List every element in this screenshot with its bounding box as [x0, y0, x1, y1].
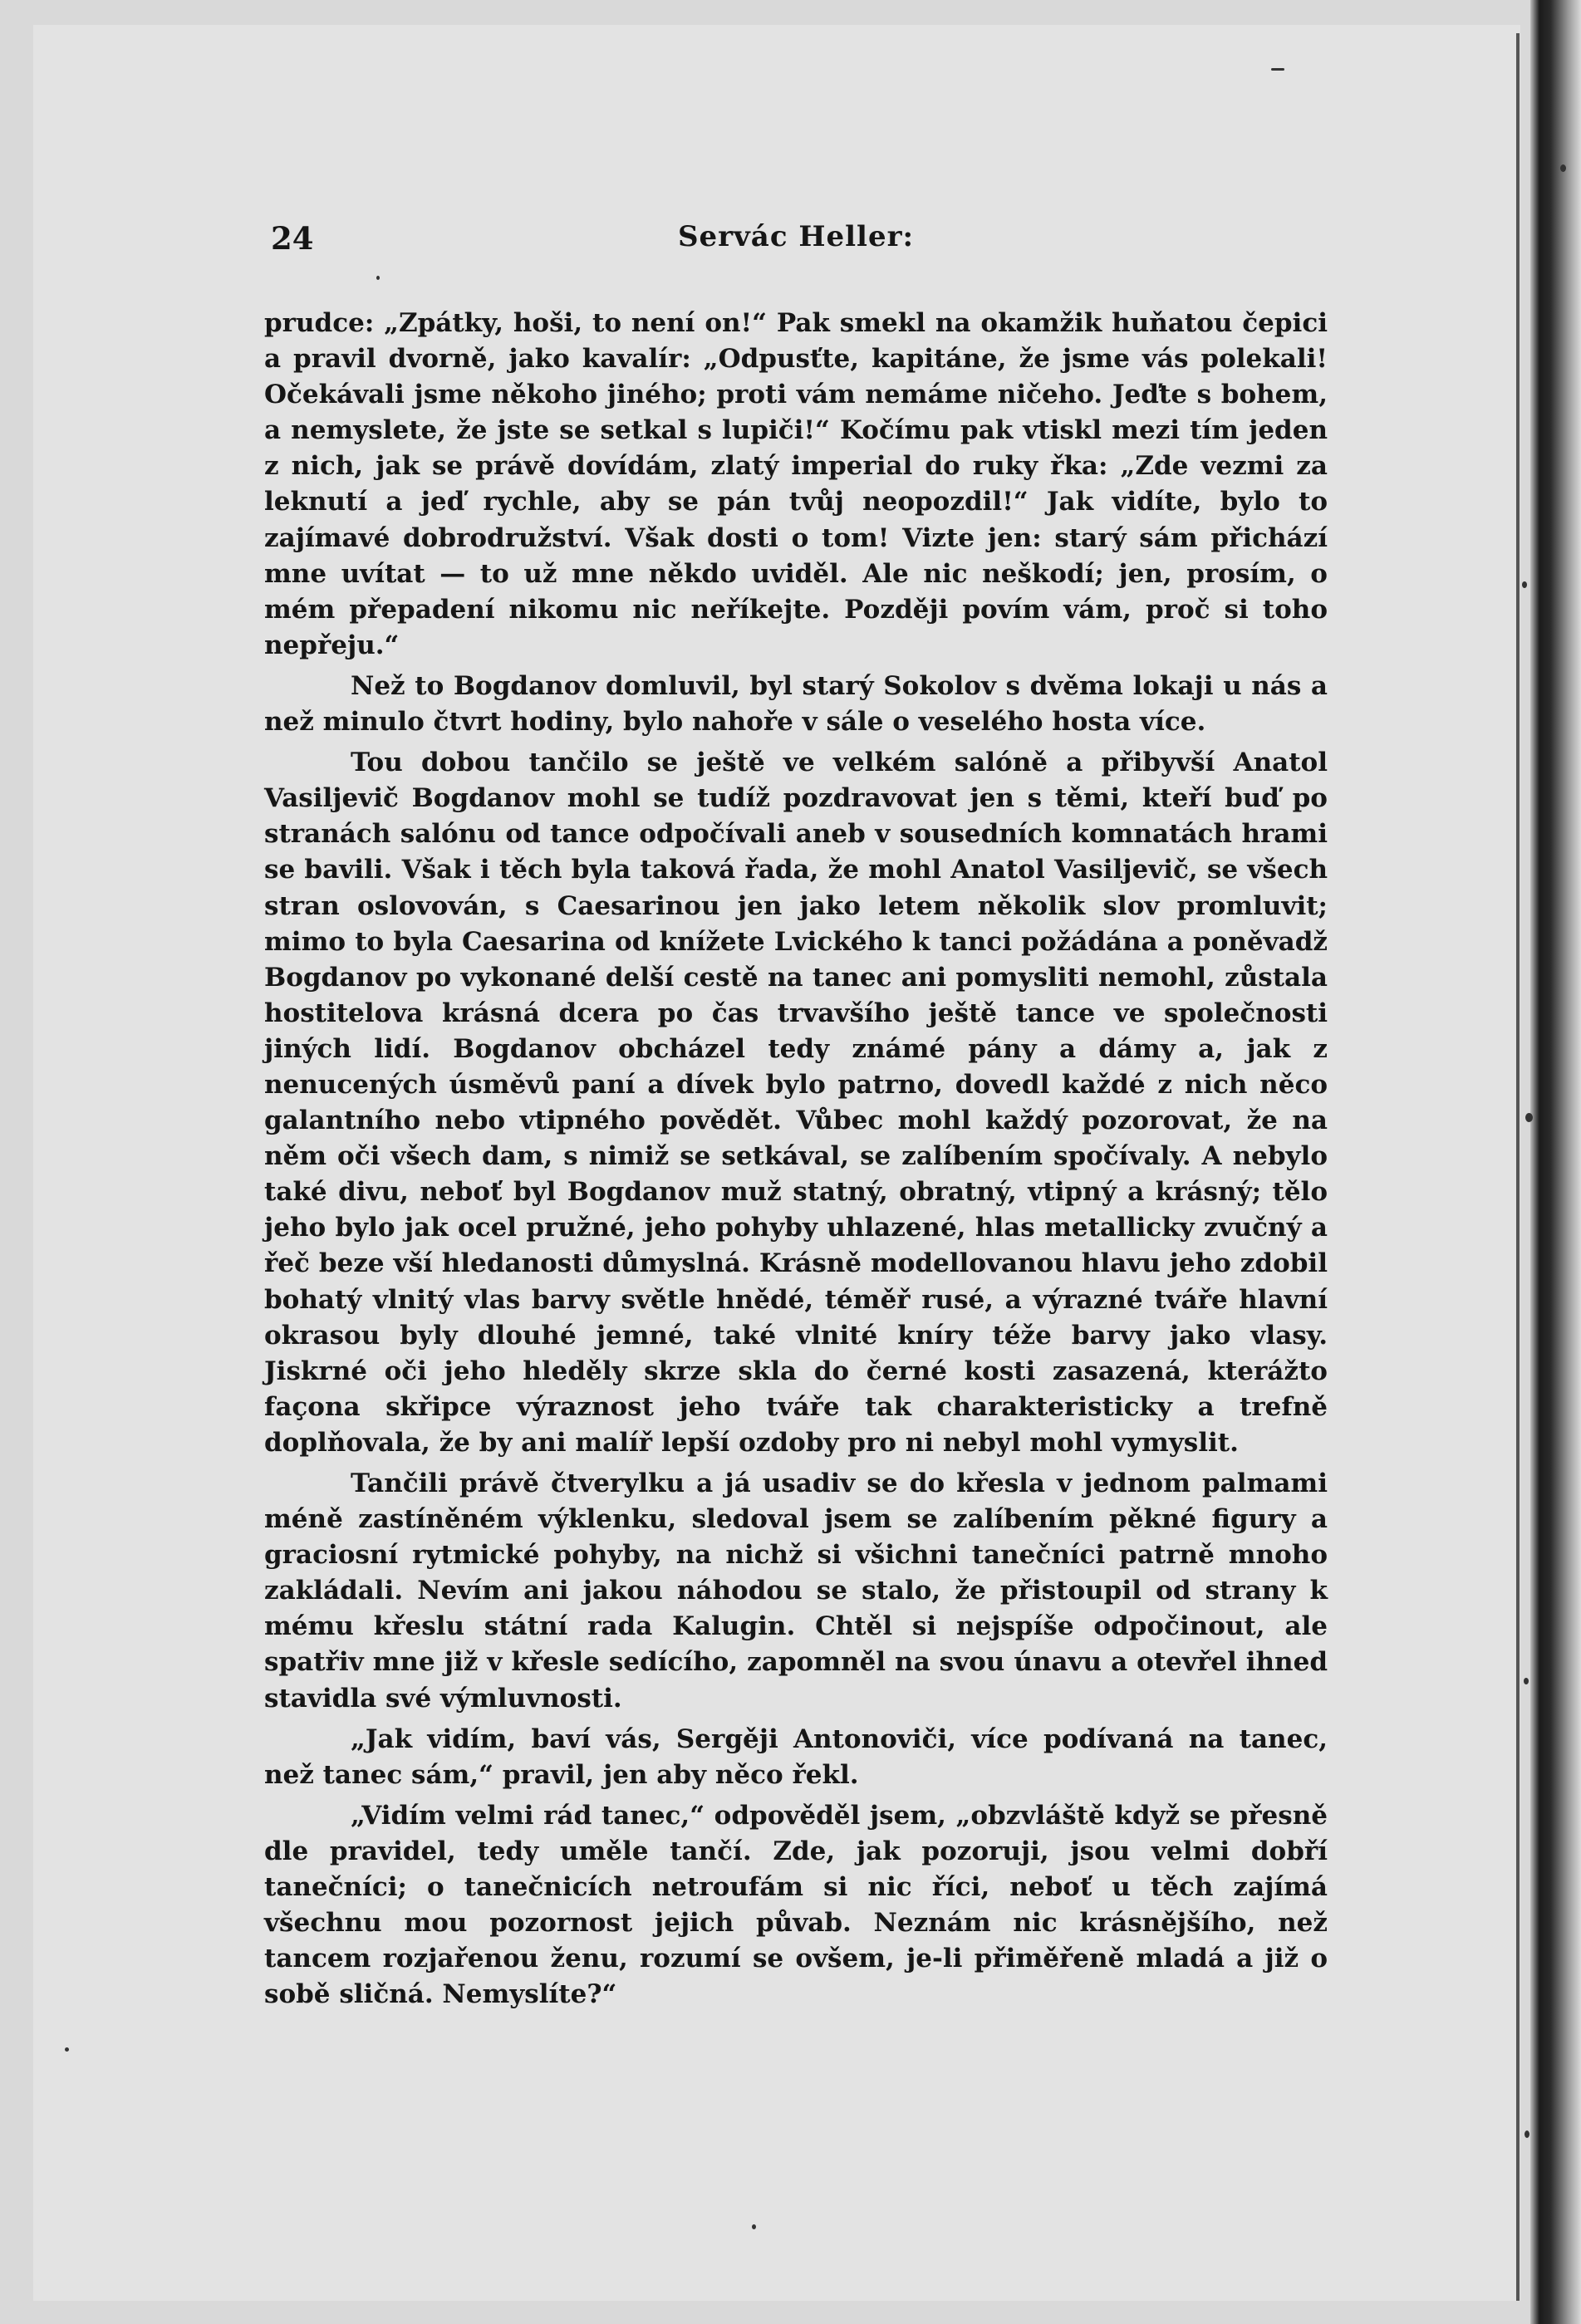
page-edge-shadow	[1516, 33, 1520, 2301]
page-number: 24	[271, 220, 314, 257]
scan-speck	[1525, 2130, 1529, 2138]
scan-speck	[65, 2047, 69, 2052]
running-head	[264, 220, 1328, 266]
paragraph-4: Tančili právě čtverylku a já usadiv se do křesla v jednom palmami méně zastíněném výklenku, sledoval jsem se zalíbením pěkné figury a graciosní rytmické pohyby, na nichž si všichni tanečníci patrně mnoho zakládali. Nevím ani jakou náhodou se stalo, že přistoupil od strany k mému křeslu státní rada Kalugin. Chtěl si nejspíše odpočinout, ale spatřiv mne již v křesle sedícího, zapomněl na svou únavu a otevřel ihned stavidla své výmluvnosti.	[264, 1468, 1328, 1714]
scan-speck	[1560, 164, 1566, 172]
scan-speck	[752, 2224, 756, 2229]
paragraph-3: Tou dobou tančilo se ještě ve velkém salóně a přibyvší Anatol Vasiljevič Bogdanov mohl se tudíž pozdravovat jen s těmi, kteří buď po stranách salónu od tance odpočívali aneb v sousedních komnatách hrami se bavili. Však i těch byla taková řada, že mohl Anatol Vasiljevič, se všech stran oslovován, s Caesarinou jen jako letem několik slov promluvit; mimo to byla Caesarina od knížete Lvického k tanci požádána a poněvadž Bogdanov po vykonané delší cestě na tanec ani pomysliti nemohl, zůstala hostitelova krásná dcera po čas trvavšího ještě tance ve společnosti jiných lidí. Bogdanov obcházel tedy známé pány a dámy a, jak z nenucených úsměvů paní a dívek bylo patrno, dovedl každé z nich něco galantního nebo vtipného povědět. Vůbec mohl každý pozorovat, že na něm oči všech dam, s nimiž se setkával, se zalíbením spočívaly. A nebylo také divu, neboť byl Bogdanov muž statný, obratný, vtipný a krásný; tělo jeho bylo jak ocel pružné, jeho pohyby uhlazené, hlas metallicky zvučný a řeč beze vší hledanosti důmyslná. Krásně modellovanou hlavu jeho zdobil bohatý vlnitý vlas barvy světle hnědé, téměř rusé, a výrazné tváře hlavní okrasou byly dlouhé jemné, také vlnité kníry téže barvy jako vlasy. Jiskrné oči jeho hleděly skrze skla do černé kosti zasazená, kterážto façona skřipce výraznost jeho tváře tak charakteristicky a trefně doplňovala, že by ani malíř lepší ozdoby pro ni nebyl mohl vymyslit.	[264, 748, 1328, 1458]
running-title: Servác Heller:	[677, 220, 915, 253]
scan-speck	[1525, 1113, 1533, 1122]
scan-speck	[1522, 581, 1527, 588]
paragraph-5: „Jak vidím, baví vás, Sergěji Antonoviči, více podívaná na tanec, než tanec sám,“ pravil, jen aby něco řekl.	[264, 1723, 1328, 1790]
paragraph-6: „Vidím velmi rád tanec,“ odpověděl jsem, „obzvláště když se přesně dle pravidel, tedy uměle tančí. Zde, jak pozoruji, jsou velmi dobří tanečníci; o tanečnicích netroufám si nic říci, neboť u těch zajímá všechnu mou pozornost jejich půvab. Neznám nic krásnějšího, než tancem rozjařenou ženu, rozumí se ovšem, je-li přiměřeně mladá a již o sobě sličná. Nemyslíte?“	[264, 1800, 1328, 2010]
scan-speck	[1524, 1678, 1529, 1684]
scan-speck	[1271, 68, 1284, 71]
paragraph-1: prudce: „Zpátky, hoši, to není on!“ Pak smekl na okamžik huňatou čepici a pravil dvorně, jako kavalír: „Odpusťte, kapitáne, že jsme vás polekali! Očekávali jsme někoho jiného; proti vám nemáme ničeho. Jeďte s bohem, a nemyslete, že jste se setkal s lupiči!“ Kočímu pak vtiskl mezi tím jeden z nich, jak se právě dovídám, zlatý imperial do ruky řka: „Zde vezmi za leknutí a jeď rychle, aby se pán tvůj neopozdil!“ Jak vidíte, bylo to zajímavé dobrodružství. Však dosti o tom! Vizte jen: starý sám přichází mne uvítat — to už mne někdo uviděl. Ale nic neškodí; jen, prosím, o mém přepadení nikomu nic neříkejte. Později povím vám, proč si toho nepřeju.“	[264, 308, 1328, 660]
paragraph-2: Než to Bogdanov domluvil, byl starý Sokolov s dvěma lokaji u nás a než minulo čtvrt hodiny, bylo nahoře v sále o veselého hosta více.	[264, 670, 1328, 738]
book-binding-edge	[1530, 0, 1581, 2324]
page-text	[264, 220, 1328, 2018]
